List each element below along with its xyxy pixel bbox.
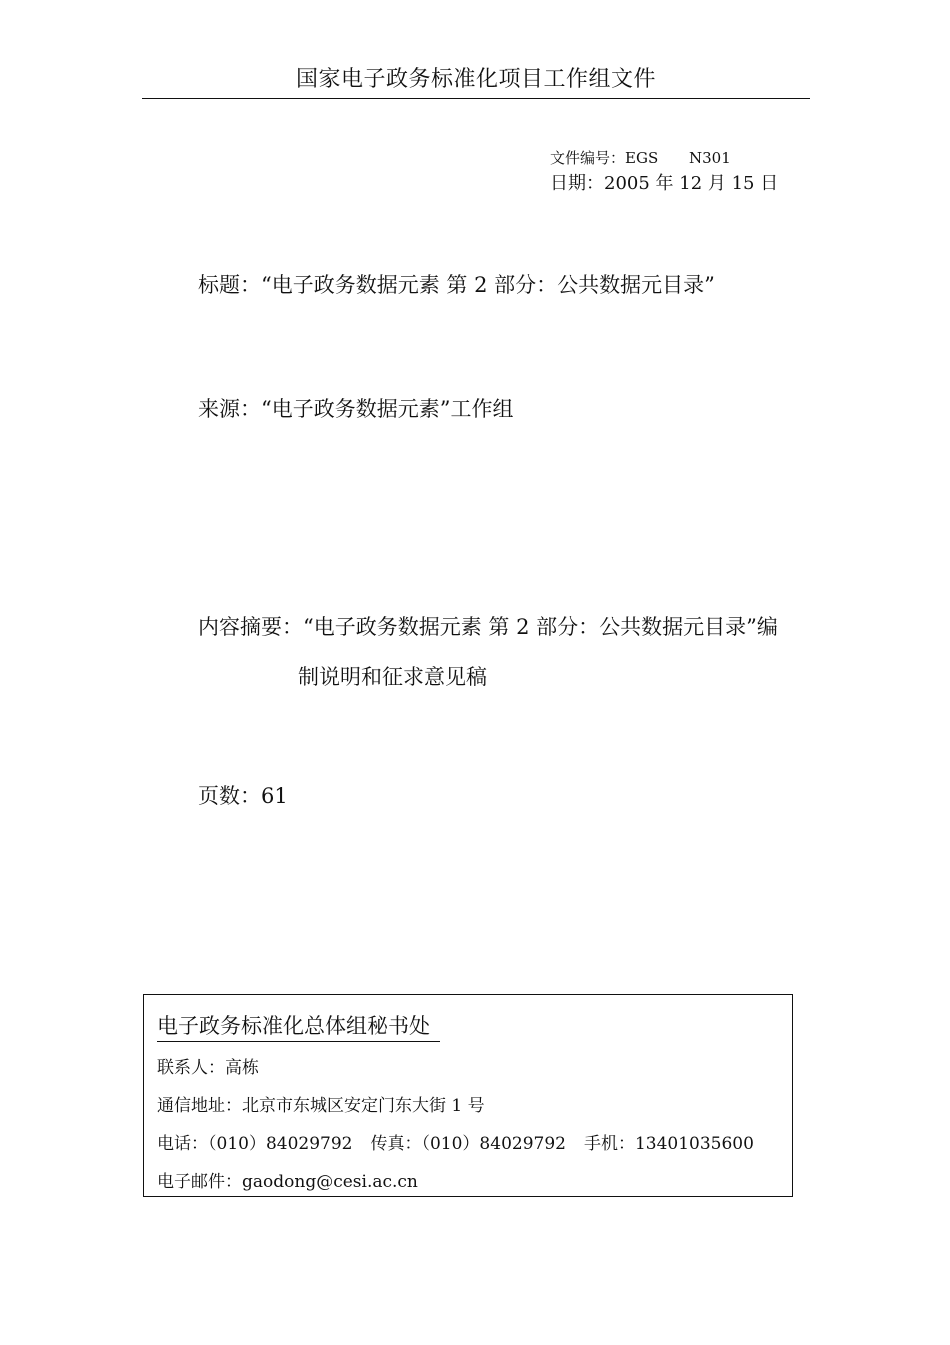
fax-label: 传真： xyxy=(370,1134,422,1154)
contact-person xyxy=(157,1055,259,1081)
contact-person-value: 高栋 xyxy=(225,1058,259,1078)
fax-value: （010）84029792 xyxy=(421,1134,566,1154)
email-label: 电子邮件： xyxy=(157,1172,242,1192)
phone-value: （010）84029792 xyxy=(208,1134,353,1154)
document-number-code-a: EGS xyxy=(625,149,659,167)
contact-address-label: 通信地址： xyxy=(157,1096,242,1116)
mobile-label: 手机： xyxy=(583,1134,635,1154)
title-field xyxy=(198,270,715,300)
document-date-value: 2005 年 12 月 15 日 xyxy=(604,173,779,194)
document-date-label: 日期： xyxy=(550,173,604,194)
contact-phones xyxy=(157,1131,754,1157)
source-value: “电子政务数据元素”工作组 xyxy=(261,397,514,421)
pages-field xyxy=(198,781,288,811)
abstract-value-line1: “电子政务数据元素 第 2 部分：公共数据元目录”编 xyxy=(303,615,778,639)
contact-box xyxy=(143,994,793,1197)
abstract-value-line2: 制说明和征求意见稿 xyxy=(298,665,487,689)
contact-address-value: 北京市东城区安定门东大街 1 号 xyxy=(242,1096,485,1116)
contact-email xyxy=(157,1169,418,1195)
title-label: 标题： xyxy=(198,273,261,297)
abstract-label: 内容摘要： xyxy=(198,615,303,639)
phone-label: 电话： xyxy=(157,1134,208,1154)
header-rule xyxy=(142,98,810,99)
abstract-field xyxy=(198,612,778,642)
header-title: 国家电子政务标准化项目工作组文件 xyxy=(295,67,656,92)
contact-heading: 电子政务标准化总体组秘书处 xyxy=(157,1011,440,1042)
document-meta xyxy=(550,146,778,196)
pages-label: 页数： xyxy=(198,784,261,808)
document-number-code-b: N301 xyxy=(689,149,731,167)
title-value: “电子政务数据元素 第 2 部分：公共数据元目录” xyxy=(261,273,715,297)
document-number xyxy=(550,146,778,170)
contact-person-label: 联系人： xyxy=(157,1058,225,1078)
mobile-value: 13401035600 xyxy=(634,1134,754,1154)
email-value[interactable]: gaodong@cesi.ac.cn xyxy=(242,1172,418,1192)
document-date xyxy=(550,172,778,196)
pages-value: 61 xyxy=(261,784,288,808)
source-label: 来源： xyxy=(198,397,261,421)
contact-address xyxy=(157,1093,485,1119)
source-field xyxy=(198,394,513,424)
document-number-label: 文件编号： xyxy=(550,149,626,167)
